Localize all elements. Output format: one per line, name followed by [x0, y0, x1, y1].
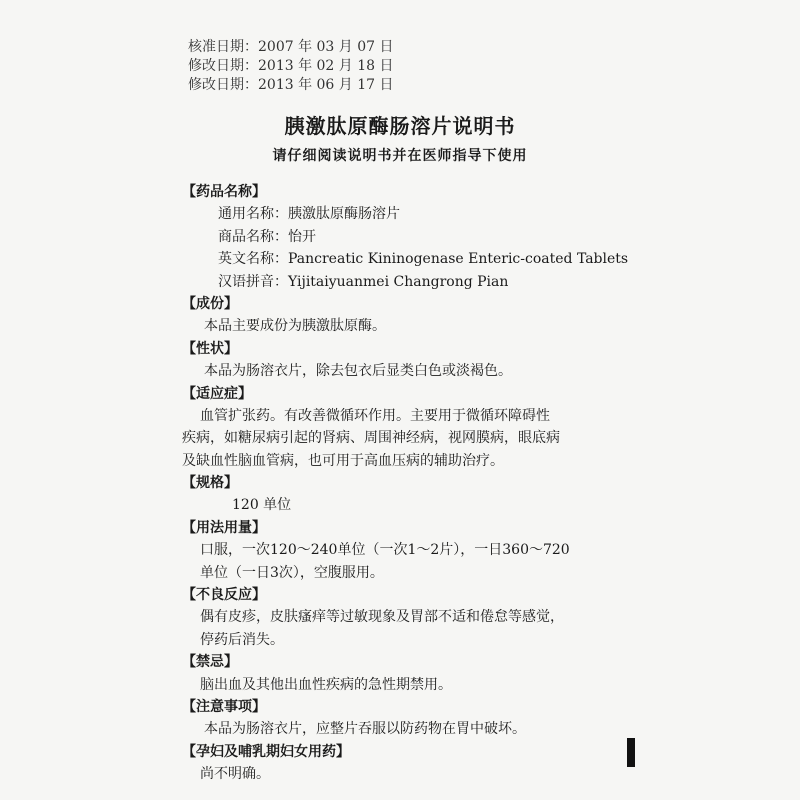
section-heading-precautions: 【注意事项】 — [182, 698, 266, 715]
properties-text: 本品为肠溶衣片，除去包衣后显类白色或淡褐色。 — [204, 363, 512, 380]
indications-text-2: 疾病，如糖尿病引起的肾病、周围神经病，视网膜病，眼底病 — [182, 430, 560, 447]
adverse-text-1: 偶有皮疹，皮肤瘙痒等过敏现象及胃部不适和倦怠等感觉， — [200, 609, 564, 626]
approval-dates — [188, 38, 394, 95]
document-body — [182, 181, 629, 786]
document-title: 胰激肽原酶肠溶片说明书 — [284, 114, 516, 138]
section-heading-composition: 【成份】 — [182, 295, 238, 312]
indications-text-1: 血管扩张药。有改善微循环作用。主要用于微循环障碍性 — [200, 407, 550, 424]
section-heading-name: 【药品名称】 — [182, 184, 266, 200]
document-subtitle: 请仔细阅读说明书并在医师指导下使用 — [272, 148, 528, 164]
scan-edge-mark — [627, 738, 635, 767]
dosage-text-2: 单位（一日3次），空腹服用。 — [200, 564, 384, 581]
approval-date: 核准日期：2007 年 03 月 07 日 — [188, 39, 394, 55]
pinyin-name: 汉语拼音：Yijitaiyuanmei Changrong Pian — [218, 273, 509, 290]
precautions-text: 本品为肠溶衣片，应整片吞服以防药物在胃中破坏。 — [204, 721, 526, 738]
composition-text: 本品主要成份为胰激肽原酶。 — [204, 318, 386, 335]
pregnancy-text: 尚不明确。 — [200, 766, 270, 783]
spec-text: 120 单位 — [232, 497, 292, 514]
contraindications-text: 脑出血及其他出血性疾病的急性期禁用。 — [200, 676, 452, 693]
generic-name: 通用名称：胰激肽原酶肠溶片 — [218, 206, 400, 223]
english-name: 英文名称：Pancreatic Kininogenase Enteric-coated Tablets — [218, 251, 629, 268]
section-heading-indications: 【适应症】 — [182, 385, 252, 402]
section-heading-contraindications: 【禁忌】 — [182, 654, 238, 671]
adverse-text-2: 停药后消失。 — [200, 631, 284, 648]
section-heading-pregnancy: 【孕妇及哺乳期妇女用药】 — [182, 743, 350, 760]
section-heading-properties: 【性状】 — [182, 340, 238, 357]
section-heading-dosage: 【用法用量】 — [182, 519, 266, 536]
section-heading-spec: 【规格】 — [182, 475, 238, 492]
dosage-text-1: 口服，一次120～240单位（一次1～2片），一日360～720 — [200, 542, 570, 559]
section-heading-adverse: 【不良反应】 — [182, 587, 266, 604]
revision-date-2: 修改日期：2013 年 06 月 17 日 — [188, 77, 394, 93]
revision-date-1: 修改日期：2013 年 02 月 18 日 — [188, 58, 394, 74]
trade-name: 商品名称：怡开 — [218, 228, 316, 245]
indications-text-3: 及缺血性脑血管病，也可用于高血压病的辅助治疗。 — [182, 452, 504, 469]
